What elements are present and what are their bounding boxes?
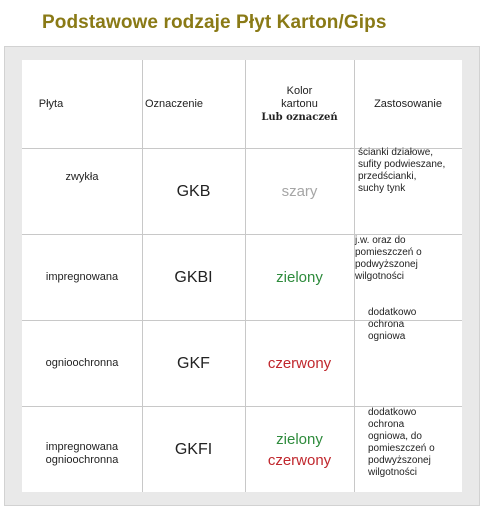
header-oznaczenie: Oznaczenie: [144, 97, 204, 110]
usage-line: ogniowa: [368, 331, 406, 342]
types-table: [22, 60, 462, 492]
usage-cell: [368, 407, 462, 492]
usage-line: przedścianki,: [358, 171, 417, 182]
header-kolor-line3: Lub oznaczeń: [261, 111, 338, 123]
color-name: zielony: [276, 430, 323, 448]
usage-cell: [358, 147, 462, 232]
designation-cell: [142, 149, 245, 234]
designation-code: GKB: [176, 182, 211, 200]
header-kolor: [245, 60, 354, 148]
designation-cell: [142, 235, 245, 320]
type-name: impregnowana: [45, 440, 119, 453]
color-name: czerwony: [267, 451, 332, 469]
header-plyta: Płyta: [38, 97, 64, 110]
usage-line: dodatkowo: [368, 407, 417, 418]
type-name-cell: [22, 411, 142, 496]
usage-line: ochrona: [368, 319, 405, 330]
usage-line: wilgotności: [368, 467, 417, 478]
usage-line: ochrona: [368, 419, 405, 430]
header-kolor-line1: Kolor: [286, 84, 313, 97]
header-zastosowanie: Zastosowanie: [374, 97, 442, 110]
usage-line: ścianki działowe,: [358, 147, 434, 158]
color-cell: [245, 321, 354, 406]
designation-cell: [142, 321, 245, 406]
usage-line: dodatkowo: [368, 307, 417, 318]
color-cell: [245, 149, 354, 234]
usage-line: wilgotności: [355, 271, 404, 282]
color-name: czerwony: [267, 355, 332, 372]
usage-line: pomieszczeń o: [368, 443, 435, 454]
header-kolor-line2: kartonu: [281, 97, 318, 110]
usage-line: podwyższonej: [355, 259, 418, 270]
designation-code: GKF: [177, 354, 210, 372]
usage-line: suchy tynk: [358, 183, 406, 194]
usage-line: sufity podwieszane,: [358, 159, 446, 170]
usage-line: pomieszczeń o: [355, 247, 422, 258]
usage-line: ogniowa, do: [368, 431, 422, 442]
usage-line: j.w. oraz do: [355, 235, 406, 246]
designation-cell: [142, 407, 245, 492]
designation-code: GKFI: [174, 440, 213, 458]
usage-line: podwyższonej: [368, 455, 431, 466]
type-name: impregnowana: [45, 271, 119, 283]
usage-cell: [368, 307, 462, 392]
type-name-cell: [22, 321, 142, 406]
type-name: ognioochronna: [45, 453, 119, 466]
color-cell: [245, 407, 354, 492]
type-name-cell: [22, 135, 142, 220]
color-cell: [245, 235, 354, 320]
type-name: ognioochronna: [45, 357, 119, 369]
type-name: zwykła: [65, 171, 99, 183]
color-name: zielony: [276, 269, 323, 286]
page-title: Podstawowe rodzaje Płyt Karton/Gips: [42, 12, 387, 33]
type-name-cell: [22, 235, 142, 320]
designation-code: GKBI: [174, 268, 213, 286]
color-name: szary: [281, 183, 318, 200]
